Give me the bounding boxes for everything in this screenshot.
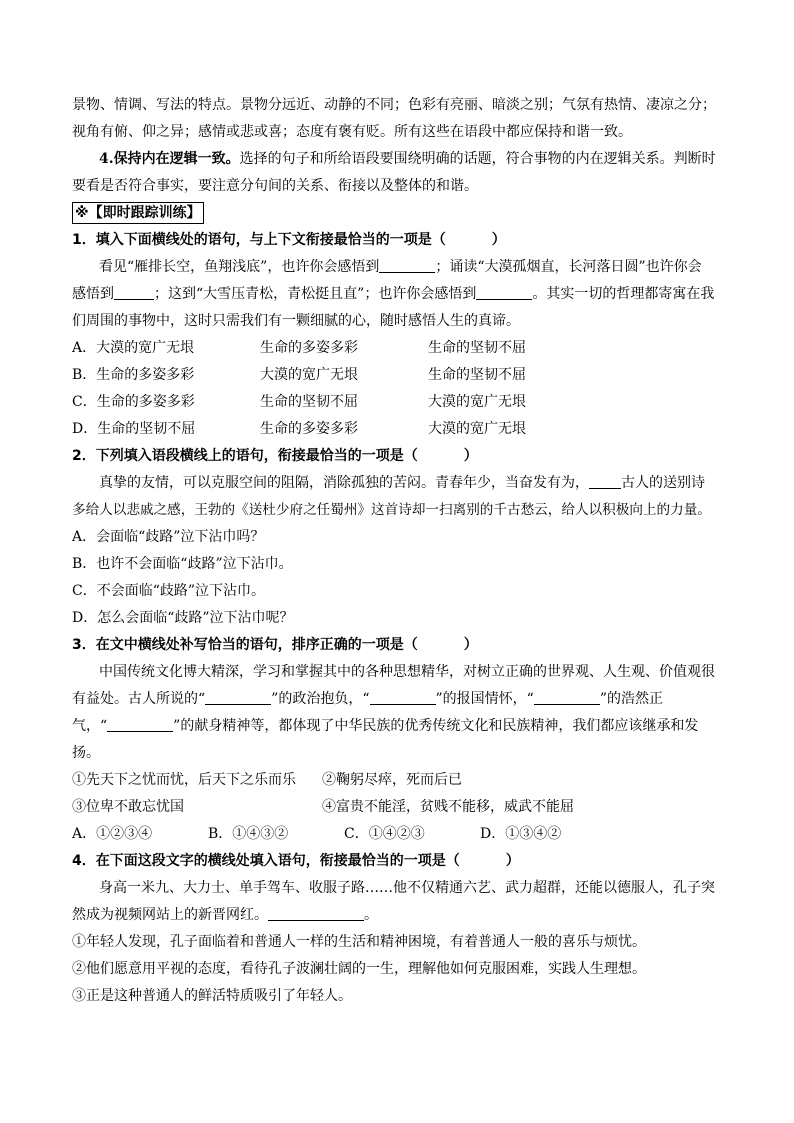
- q3-item: ②鞠躬尽瘁，死而后已: [322, 772, 462, 788]
- q4-text: 。: [364, 907, 378, 923]
- q3-passage-line-2: [72, 686, 724, 713]
- q3-text: ”的浩然正: [599, 691, 663, 707]
- q2-option-d[interactable]: D．怎么会面临“歧路”泣下沾巾呢？: [72, 610, 294, 626]
- q1-passage-line-2: [72, 281, 724, 308]
- q1-text: ；诵读“大漠孤烟直，长河落日圆”也许你会: [435, 259, 702, 275]
- fill-blank[interactable]: [107, 715, 173, 732]
- q3-option-b[interactable]: B．①④③②: [208, 826, 289, 842]
- q2-passage-line-1: [72, 470, 724, 497]
- q1-title-text: 1．填入下面横线处的语句，与上下文衔接最恰当的一项是（: [72, 232, 446, 248]
- q3-text: ”的政治抱负，“: [271, 691, 370, 707]
- q2-text: 古人的送别诗: [621, 475, 705, 491]
- q1-passage-line-3: 们周围的事物中，这时只需我们有一颗细腻的心，随时感悟人生的真谛。: [72, 313, 520, 329]
- q3-passage-line-1: 中国传统文化博大精深，学习和掌握其中的各种思想精华，对树立正确的世界观、人生观、价值观很: [99, 664, 715, 680]
- q3-text: ”的献身精神等，都体现了中华民族的优秀传统文化和民族精神，我们都应该继承和发: [173, 718, 699, 734]
- fill-blank[interactable]: [205, 688, 271, 705]
- fill-blank[interactable]: [379, 256, 435, 273]
- q3-option-d[interactable]: D．①③④②: [480, 826, 562, 842]
- q3-text: 气，“: [72, 718, 108, 734]
- q4-passage-line-1: 身高一米九、大力士、单手驾车、收服子路……他不仅精通六艺、武力超群，还能以德服人，孔子突: [99, 880, 715, 896]
- option-col-1: C．生命的多姿多彩: [72, 394, 195, 410]
- option-col-1: D．生命的坚韧不屈: [72, 421, 196, 437]
- fill-blank[interactable]: [268, 904, 364, 921]
- q1-text: 。其实一切的哲理都寄寓在我: [532, 286, 715, 302]
- option-col-3: 生命的坚韧不屈: [428, 340, 526, 356]
- q3-items-row-1: [72, 767, 724, 794]
- point-4: [72, 146, 724, 173]
- q1-option-d[interactable]: [72, 416, 724, 443]
- q2-title-text: 2．下列填入语段横线上的语句，衔接最恰当的一项是（: [72, 448, 418, 464]
- q4-text: 然成为视频网站上的新晋网红。: [72, 907, 268, 923]
- q1-text: ；这到“大雪压青松，青松挺且直”；也许你会感悟到: [154, 286, 477, 302]
- q4-item-2: ②他们愿意用平视的态度，看待孔子波澜壮阔的一生，理解他如何克服困难，实践人生理想。: [72, 961, 646, 977]
- q4-title-close: ）: [505, 853, 520, 869]
- document-page: [72, 92, 724, 1010]
- q1-passage-line-1: [72, 254, 724, 281]
- point-4-line-2: 要看是否符合事实，要注意分句间的关系、衔接以及整体的和谐。: [72, 178, 478, 194]
- q1-title: [72, 227, 724, 254]
- fill-blank[interactable]: [476, 283, 532, 300]
- q1-title-close: ）: [491, 232, 506, 248]
- q3-options: [72, 821, 724, 848]
- point-4-text: 选择的句子和所给语段要围绕明确的话题，符合事物的内在逻辑关系。判断时: [239, 151, 716, 167]
- q1-text: 看见“雁排长空，鱼翔浅底”，也许你会感悟到: [99, 259, 380, 275]
- option-col-3: 大漠的宽广无垠: [428, 394, 526, 410]
- option-col-2: 大漠的宽广无垠: [260, 367, 358, 383]
- fill-blank[interactable]: [589, 472, 621, 489]
- q3-passage-line-4: 扬。: [72, 745, 100, 761]
- q1-option-b[interactable]: [72, 362, 724, 389]
- q3-text: 有益处。古人所说的“: [72, 691, 206, 707]
- q3-item: ③位卑不敢忘忧国: [72, 799, 184, 815]
- q3-option-c[interactable]: C．①④②③: [344, 826, 425, 842]
- q4-title: [72, 848, 724, 875]
- q3-title: [72, 632, 724, 659]
- q4-item-1: ①年轻人发现，孔子面临着和普通人一样的生活和精神困境，有着普通人一般的喜乐与烦忧。: [72, 934, 646, 950]
- q1-option-c[interactable]: [72, 389, 724, 416]
- fill-blank[interactable]: [114, 283, 154, 300]
- q2-option-c[interactable]: C．不会面临“歧路”泣下沾巾。: [72, 583, 266, 599]
- option-col-2: 生命的多姿多彩: [260, 340, 358, 356]
- q3-text: ”的报国情怀，“: [435, 691, 534, 707]
- q2-passage-line-2: 多给人以悲戚之感，王勃的《送杜少府之任蜀州》这首诗却一扫离别的千古愁云，给人以积极向上的力量。: [72, 502, 711, 518]
- intro-line-2: 视角有俯、仰之异；感情或悲或喜；态度有褒有贬。所有这些在语段中都应保持和谐一致。: [72, 124, 632, 140]
- q4-title-text: 4．在下面这段文字的横线处填入语句，衔接最恰当的一项是（: [72, 853, 460, 869]
- q3-item: ④富贵不能淫，贫贱不能移，威武不能屈: [322, 799, 574, 815]
- q3-option-a[interactable]: A．①②③④: [72, 826, 153, 842]
- q1-option-a[interactable]: [72, 335, 724, 362]
- q3-title-close: ）: [463, 637, 478, 653]
- option-col-2: 生命的多姿多彩: [260, 421, 358, 437]
- q4-item-3: ③正是这种普通人的鲜活特质吸引了年轻人。: [72, 988, 352, 1004]
- section-heading: ※【即时跟踪训练】: [72, 202, 204, 224]
- q3-title-text: 3．在文中横线处补写恰当的语句，排序正确的一项是（: [72, 637, 418, 653]
- point-4-heading: 4.保持内在逻辑一致。: [99, 151, 240, 167]
- option-col-1: B．生命的多姿多彩: [72, 367, 195, 383]
- q1-text: 感悟到: [72, 286, 114, 302]
- q3-item: ①先天下之忧而忧，后天下之乐而乐: [72, 772, 296, 788]
- q2-option-b[interactable]: B．也许不会面临“歧路”泣下沾巾。: [72, 556, 293, 572]
- option-col-2: 生命的坚韧不屈: [260, 394, 358, 410]
- q2-option-a[interactable]: A．会面临“歧路”泣下沾巾吗？: [72, 529, 265, 545]
- q4-passage-line-2: [72, 902, 724, 929]
- intro-line-1: 景物、情调、写法的特点。景物分远近、动静的不同；色彩有亮丽、暗淡之别；气氛有热情、凄凉之分；: [72, 97, 716, 113]
- fill-blank[interactable]: [370, 688, 436, 705]
- option-col-3: 生命的坚韧不屈: [428, 367, 526, 383]
- option-col-1: A．大漠的宽广无垠: [72, 340, 195, 356]
- q2-title: [72, 443, 724, 470]
- q3-items-row-2: [72, 794, 724, 821]
- section-heading-row: [72, 200, 724, 227]
- q3-passage-line-3: [72, 713, 724, 740]
- q2-title-close: ）: [463, 448, 478, 464]
- fill-blank[interactable]: [534, 688, 600, 705]
- option-col-3: 大漠的宽广无垠: [428, 421, 526, 437]
- q2-text: 真挚的友情，可以克服空间的阻隔，消除孤独的苦闷。青春年少，当奋发有为，: [99, 475, 589, 491]
